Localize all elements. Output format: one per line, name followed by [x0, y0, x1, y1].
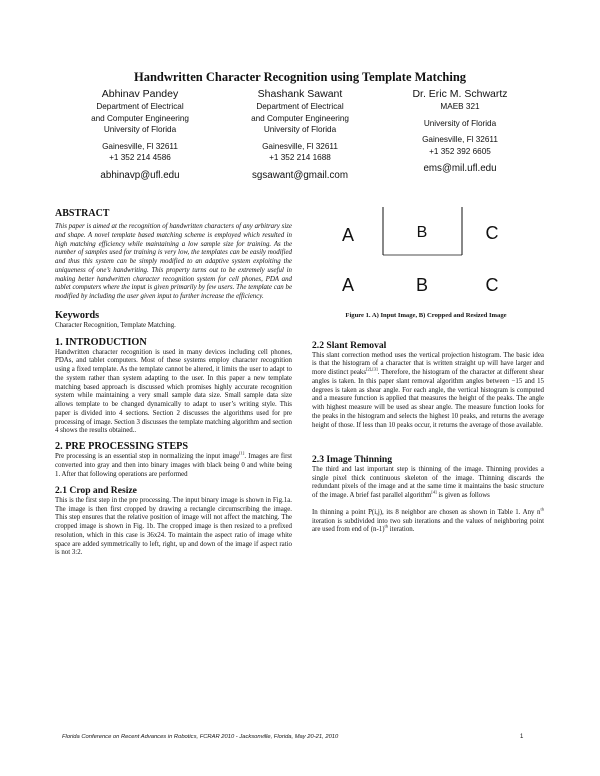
author-phone: +1 352 214 4586 [109, 153, 171, 163]
author-name: Abhinav Pandey [101, 88, 179, 100]
citation-ref: [4] [431, 489, 437, 495]
figure-caption: Figure 1. A) Input Image, B) Cropped and Resized Image [345, 312, 507, 319]
page-footer: Florida Conference on Recent Advances in Robotics, FCRAR 2010 - Jacksonville, Florida, May 20-21, 2010 [62, 734, 339, 740]
author-phone: +1 352 392 6605 [429, 146, 491, 156]
slant-text-a: This slant correction method uses the vertical projection histogram. The basic idea is that the histogram of a character that is written straight up will have larger and more distinct peaks [312, 351, 544, 376]
slant-text-b: . Therefore, the histogram of the character at different shear angles is taken. In this paper slant removal algorithm angles between −15 and 15 degrees is taken as shear angle. For each angle, the vertical histogram is computed and a measure function is applied that measures the height of the peaks. The angle with highest measure will be used as shear angle. The measure function looks for the peaks in the histogram and selects the highest 10 peaks, and returns the average height of those. If less than 10 peaks occur, it returns the average of those available. [312, 369, 544, 429]
author-affiliation: University of Florida [103, 125, 177, 135]
thinning-text-a: The third and last important step is thinning of the image. Thinning provides a single pixel thick continuous skeleton of the image. Thinning discards the redundant pixels of the image and at the same time it maintains the basic structure of the image. A brief fast parallel algorithm [312, 465, 544, 499]
section-heading-preprocessing: 2. PRE PROCESSING STEPS [55, 441, 189, 452]
figure-letter-top-c: C [485, 223, 499, 243]
subsection-heading-crop: 2.1 Crop and Resize [55, 485, 137, 497]
citation-ref: [1] [239, 450, 245, 456]
subsection-heading-thinning: 2.3 Image Thinning [312, 454, 393, 466]
author-block [375, 88, 545, 175]
page-number: 1 [520, 734, 524, 740]
left-column [55, 208, 292, 558]
right-column [312, 340, 544, 535]
author-affiliation: MAEB 321 [440, 102, 480, 111]
keywords-heading: Keywords [55, 309, 100, 321]
subsection-heading-slant: 2.2 Slant Removal [312, 340, 387, 351]
author-affiliation: University of Florida [423, 118, 497, 128]
author-block [215, 88, 385, 182]
figure-letter-bottom-a: A [341, 275, 355, 295]
citation-ref: [2],[3] [366, 366, 378, 372]
author-email[interactable]: ems@mil.ufl.edu [423, 163, 497, 175]
author-name: Shashank Sawant [257, 88, 343, 100]
author-email[interactable]: abhinavp@ufl.edu [100, 169, 180, 181]
preprocessing-text-a: Pre processing is an essential step in normalizing the input image [55, 453, 240, 460]
author-city: Gainesville, Fl 32611 [422, 135, 498, 145]
thinning-text-b: is given as follows [436, 492, 490, 499]
thinning-text2-a: In thinning a point P(i,j), its 8 neighbor are chosen as shown in Table 1. Any n [312, 508, 541, 516]
thinning-text [312, 466, 544, 501]
keywords-text: Character Recognition, Template Matching. [55, 321, 176, 329]
thinning-text2-c: iteration. [388, 526, 415, 534]
author-affiliation: Department of Electrical [96, 102, 184, 111]
author-city: Gainesville, Fl 32611 [262, 141, 338, 151]
figure-letter-top-a: A [341, 225, 355, 245]
author-name: Dr. Eric M. Schwartz [412, 88, 508, 100]
slant-text [312, 352, 544, 431]
superscript: th [540, 506, 544, 512]
figure-letter-bottom-b: B [415, 275, 429, 295]
thinning-text2-b: iteration is subdivided into two sub iterations and the values of neighboring point are used from end of (n-1) [312, 517, 544, 534]
abstract-heading: ABSTRACT [55, 208, 110, 219]
author-affiliation: and Computer Engineering [251, 113, 349, 123]
figure-letter-top-b: B [416, 224, 428, 241]
crop-text: This is the first step in the pre processing. The input binary image is shown in Fig.1a. The image is then first cropped by drawing a rectangle circumscribing the image. This step ensures that the relative position of image will not affect the matching. The cropped image is shown in Fig. 1b. The cropped image is then resized to a prefixed resolution, which in this case is 36x24. To maintain the aspect ratio of image white space are added symmetrically to left, right, up and down of the image if aspect ratio is not 3:2. [55, 496, 292, 557]
figure-1 [310, 207, 540, 307]
abstract-text: This paper is aimed at the recognition of handwritten characters of any arbitrary size and shape. A novel template based matching scheme is employed which resulted in high matching efficiency while maintaining a low sample size for training. As the number of samples used for training is very low, the templates can be easily modified and thus this system can be simply modified to an adaptive system exploiting the uniqueness of one’s handwriting. This property turns out to be extremely useful in making better handwritten character recognition system for cell phones, PDA and tablet computers where the input is given primarily by few users. The template can be modified by including the user given input to further increase the efficiency. [55, 223, 292, 300]
author-affiliation: Department of Electrical [256, 102, 344, 111]
author-phone: +1 352 214 1688 [269, 153, 331, 163]
superscript: th [384, 523, 389, 529]
author-email[interactable]: sgsawant@gmail.com [252, 169, 348, 181]
thinning-text-2 [312, 506, 544, 535]
author-city: Gainesville, Fl 32611 [102, 141, 178, 151]
paper-title: Handwritten Character Recognition using Template Matching [133, 70, 467, 84]
preprocessing-text [55, 450, 292, 479]
author-affiliation: University of Florida [263, 125, 337, 135]
preprocessing-text-b: . Images are first converted into gray and then into binary images with black being 0 and white being 1. After that following operations are performed [55, 453, 292, 478]
section-heading-introduction: 1. INTRODUCTION [55, 336, 147, 348]
figure-letter-bottom-c: C [485, 275, 499, 295]
author-block [55, 88, 225, 182]
author-affiliation: and Computer Engineering [91, 113, 189, 123]
introduction-text: Handwritten character recognition is used in many devices including cell phones, PDAs, and tablet computers. Most of these systems employ character recognition using a fixed template. As the template cannot be altered, it limits the user to adapt to the system rather than system adapting to the user. In this paper a new template matching based approach is discussed which promises highly accurate recognition system while maintaining a very small sample data size. Small sample data size allows template to be changed dynamically to adapt to user’s writing style. This paper is divided into 4 sections. Section 2 discusses the algorithms used for pre processing of image. Section 3 discusses the template matching algorithm and section 4 shows the results obtained.. [55, 348, 292, 435]
